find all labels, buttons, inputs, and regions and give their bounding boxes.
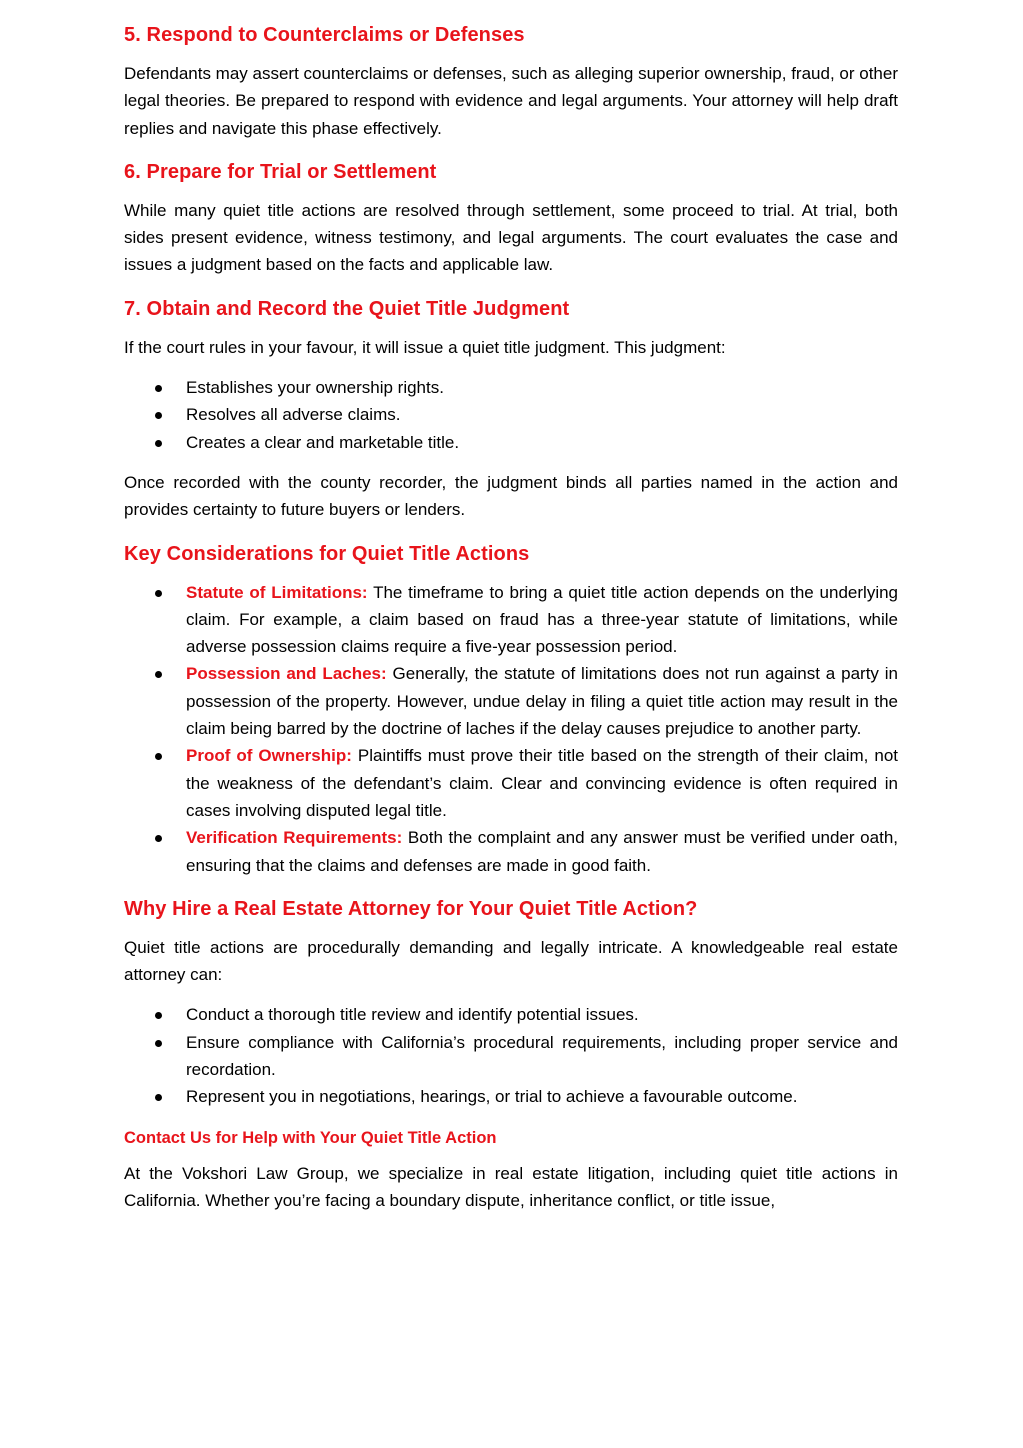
bullet-icon (155, 590, 162, 597)
list-item: Represent you in negotiations, hearings, or trial to achieve a favourable outcome. (124, 1083, 898, 1110)
hire-heading: Why Hire a Real Estate Attorney for Your Quiet Title Action? (124, 897, 698, 920)
contact-body: At the Vokshori Law Group, we specialize in real estate litigation, including quiet title actions in California. Whether you’re facing a boundary dispute, inheritance conflict, or title issue, (124, 1163, 898, 1210)
bullet-icon (155, 753, 162, 760)
bullet-icon (155, 412, 162, 419)
bullet-icon (155, 835, 162, 842)
consideration-term: Statute of Limitations: (186, 582, 368, 602)
section-5-heading: 5. Respond to Counterclaims or Defenses (124, 24, 525, 46)
judgment-list (124, 374, 898, 456)
section-5-body: Defendants may assert counterclaims or defenses, such as alleging superior ownership, fraud, or other legal theories. Be prepared to respond with evidence and legal arguments. Your attorney will help draft replies and navigate this phase effectively. (124, 64, 898, 138)
list-item (124, 824, 898, 879)
attorney-list (124, 1001, 898, 1110)
list-item (124, 579, 898, 661)
list-item (124, 660, 898, 742)
list-item: Establishes your ownership rights. (124, 374, 898, 401)
section-7-heading: 7. Obtain and Record the Quiet Title Judgment (124, 297, 570, 320)
contact-heading: Contact Us for Help with Your Quiet Title Action (124, 1128, 497, 1147)
hire-intro: Quiet title actions are procedurally demanding and legally intricate. A knowledgeable real estate attorney can: (124, 937, 898, 985)
bullet-icon (155, 385, 162, 392)
considerations-heading: Key Considerations for Quiet Title Actions (124, 542, 530, 565)
bullet-icon (155, 671, 162, 678)
list-item: Resolves all adverse claims. (124, 401, 898, 428)
consideration-term: Proof of Ownership: (186, 746, 352, 766)
bullet-icon (155, 1040, 162, 1047)
list-item: Creates a clear and marketable title. (124, 429, 898, 456)
consideration-term: Verification Requirements: (186, 828, 403, 848)
consideration-term: Possession and Laches: (186, 664, 387, 684)
list-item: Ensure compliance with California’s procedural requirements, including proper service and recordation. (124, 1029, 898, 1084)
section-6-body: While many quiet title actions are resolved through settlement, some proceed to trial. At trial, both sides present evidence, witness testimony, and legal arguments. The court evaluates the case and issues a judgment based on the facts and applicable law. (124, 200, 898, 275)
list-item: Conduct a thorough title review and identify potential issues. (124, 1001, 898, 1028)
list-item (124, 742, 898, 824)
section-7-outro: Once recorded with the county recorder, the judgment binds all parties named in the action and provides certainty to future buyers or lenders. (124, 472, 898, 520)
considerations-list (124, 579, 898, 879)
document-page (124, 18, 898, 1214)
bullet-icon (155, 440, 162, 447)
consideration-text: Generally, the statute of limitations does not run against a party in possession of the property. However, undue delay in filing a quiet title action may result in the claim being barred by the doctrine of laches if the delay causes prejudice to another party. (186, 664, 899, 739)
bullet-icon (155, 1094, 162, 1101)
consideration-text: Plaintiffs must prove their title based on the strength of their claim, not the weakness of the defendant’s claim. Clear and convincing evidence is often required in cases involving disputed legal title. (186, 746, 898, 820)
section-7-intro: If the court rules in your favour, it will issue a quiet title judgment. This judgment: (124, 337, 726, 357)
consideration-text: Both the complaint and any answer must be verified under oath, ensuring that the claims and defenses are made in good faith. (186, 828, 898, 875)
section-6-heading: 6. Prepare for Trial or Settlement (124, 160, 437, 183)
consideration-text: The timeframe to bring a quiet title action depends on the underlying claim. For example, a claim based on fraud has a three-year statute of limitations, while adverse possession claims require a five-year possession period. (186, 582, 898, 657)
bullet-icon (155, 1012, 162, 1019)
